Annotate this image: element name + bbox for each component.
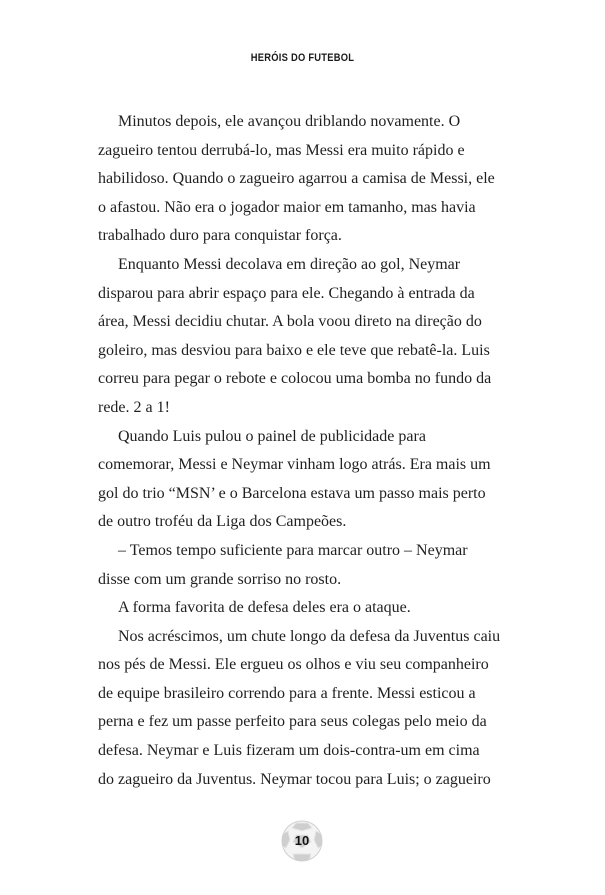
text-line: Enquanto Messi decolava em direção ao gol, Neymar (118, 255, 461, 273)
paragraph (98, 251, 510, 423)
text-line: goleiro, mas desviou para baixo e ele teve que rebatê-la. Luis (98, 341, 490, 359)
text-line: de equipe brasileiro correndo para a frente. Messi esticou a (98, 684, 476, 702)
text-line: o afastou. Não era o jogador maior em tamanho, mas havia (98, 198, 476, 216)
page-number: 10 (294, 833, 310, 848)
text-line: defesa. Neymar e Luis fizeram um dois-contra-um em cima (98, 742, 480, 760)
text-line: correu para pegar o rebote e colocou uma bomba no fundo da (98, 370, 492, 388)
text-line: Quando Luis pulou o painel de publicidade para (118, 427, 426, 445)
text-line: comemorar, Messi e Neymar vinham logo atrás. Era mais um (98, 456, 491, 474)
text-line: de outro troféu da Liga dos Campeões. (98, 513, 347, 531)
text-line: perna e fez um passe perfeito para seus colegas pelo meio da (98, 713, 487, 731)
text-line: Nos acréscimos, um chute longo da defesa da Juventus caiu (118, 627, 501, 645)
text-line: disse com um grande sorriso no rosto. (98, 570, 342, 588)
paragraph (98, 623, 510, 795)
paragraph (98, 594, 510, 623)
paragraph (98, 537, 510, 594)
text-line: área, Messi decidiu chutar. A bola voou direto na direção do (98, 313, 482, 331)
text-line: gol do trio “MSN’ e o Barcelona estava um passo mais perto (98, 484, 486, 502)
text-line: trabalhado duro para conquistar força. (98, 227, 342, 245)
paragraph (98, 108, 510, 251)
running-header: HERÓIS DO FUTEBOL (250, 52, 355, 64)
page-body (98, 108, 510, 794)
text-line: rede. 2 a 1! (98, 398, 170, 416)
paragraph (98, 423, 510, 537)
text-line: A forma favorita de defesa deles era o ataque. (118, 599, 411, 617)
text-line: – Temos tempo suficiente para marcar outro – Neymar (118, 541, 468, 559)
text-line: zagueiro tentou derrubá-lo, mas Messi era muito rápido e (98, 141, 465, 159)
text-line: nos pés de Messi. Ele ergueu os olhos e viu seu companheiro (98, 656, 489, 674)
text-line: Minutos depois, ele avançou driblando novamente. O (118, 113, 461, 130)
text-line: disparou para abrir espaço para ele. Chegando à entrada da (98, 284, 475, 302)
text-line: do zagueiro da Juventus. Neymar tocou para Luis; o zagueiro (98, 770, 491, 788)
text-line: habilidoso. Quando o zagueiro agarrou a camisa de Messi, ele (98, 170, 495, 188)
